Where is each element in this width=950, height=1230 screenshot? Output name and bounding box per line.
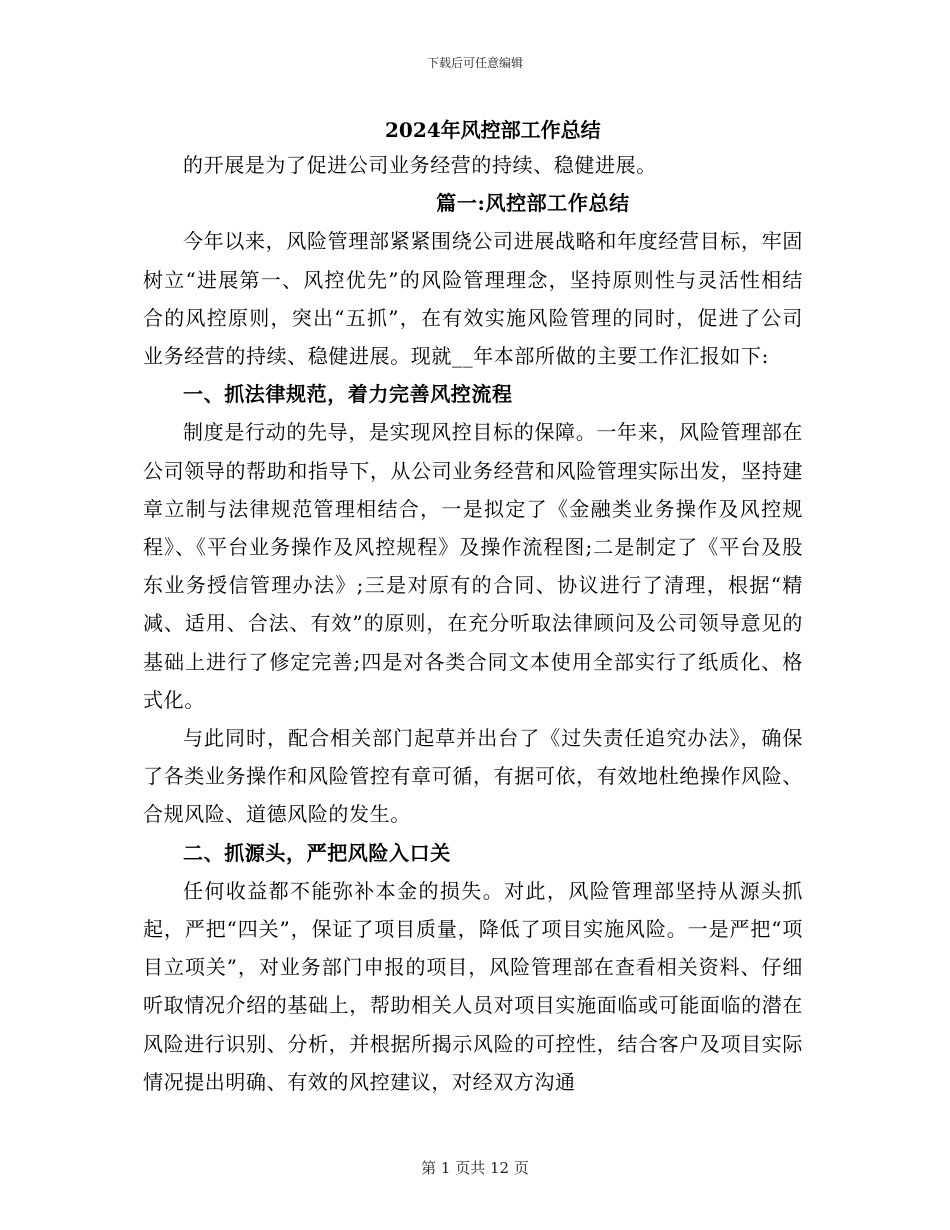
paragraph-3: 与此同时，配合相关部门起草并出台了《过失责任追究办法》，确保了各类业务操作和风险管控有章可循，有据可依，有效地杜绝操作风险、合规风险、道德风险的发生。 [143,726,803,827]
intro-paragraph: 的开展是为了促进公司业务经营的持续、稳健进展。 [183,153,657,177]
section-title: 篇一:风控部工作总结 [436,191,630,216]
paragraph-1: 今年以来，风险管理部紧紧围绕公司进展战略和年度经营目标，牢固树立“进展第一、风控优先”的风险管理理念，坚持原则性与灵活性相结合的风控原则，突出“五抓”，在有效实施风险管理的同时，促进了公司业务经营的持续、稳健进展。现就__年本部所做的主要工作汇报如下: [143,229,803,369]
heading-2: 二、抓源头，严把风险入口关 [183,840,451,865]
heading-1: 一、抓法律规范，着力完善风控流程 [183,382,513,407]
header-note: 下载后可任意编辑 [426,56,523,70]
document-body [143,146,803,1101]
document-title: 2024年风控部工作总结 [385,118,601,142]
paragraph-4: 任何收益都不能弥补本金的损失。对此，风险管理部坚持从源头抓起，严把“四关”，保证了项目质量，降低了项目实施风险。一是严把“项目立项关”，对业务部门申报的项目，风险管理部在查看相关资料、仔细听取情况介绍的基础上，帮助相关人员对项目实施面临或可能面临的潜在风险进行识别、分析，并根据所揭示风险的可控性，结合客户及项目实际情况提出明确、有效的风控建议，对经双方沟通 [143,878,803,1094]
page-footer: 第 1 页共 12 页 [421,1159,529,1177]
paragraph-2: 制度是行动的先导，是实现风控目标的保障。一年来，风险管理部在公司领导的帮助和指导下，从公司业务经营和风险管理实际出发，坚持建章立制与法律规范管理相结合，一是拟定了《金融类业务操作及风控规程》、《平台业务操作及风控规程》及操作流程图;二是制定了《平台及股东业务授信管理办法》;三是对原有的合同、协议进行了清理，根据“精减、适用、合法、有效”的原则，在充分听取法律顾问及公司领导意见的基础上进行了修定完善;四是对各类合同文本使用全部实行了纸质化、格式化。 [143,420,803,712]
